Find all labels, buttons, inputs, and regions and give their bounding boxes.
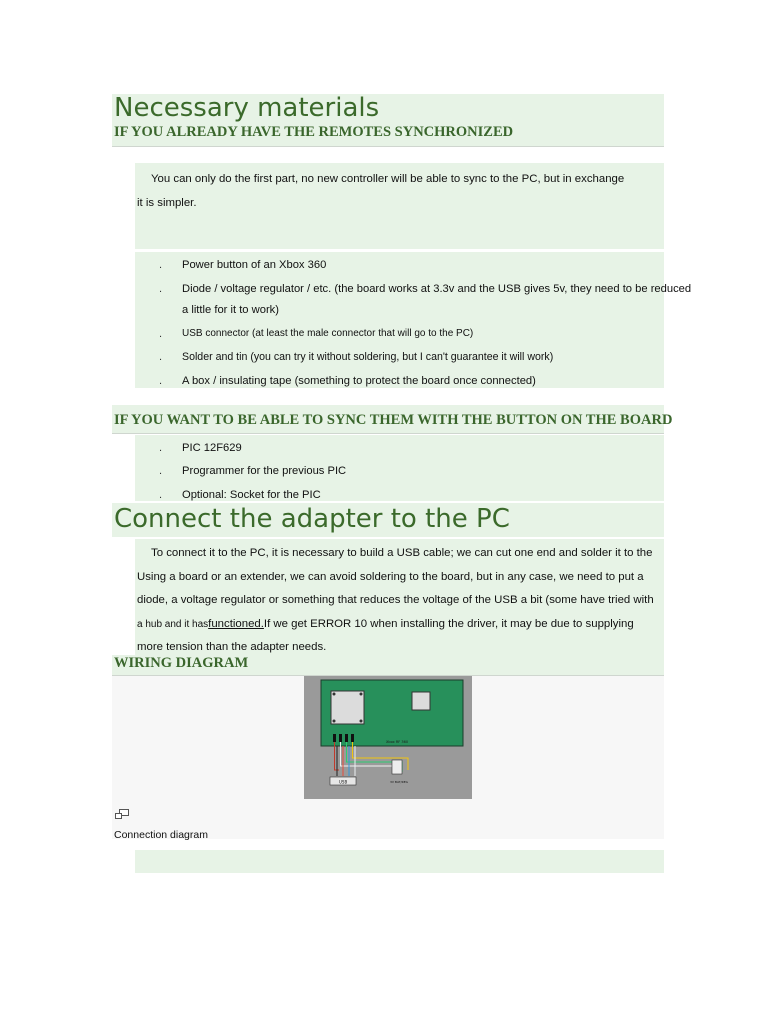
section-title-connect: Connect the adapter to the PC (114, 504, 510, 534)
list-bullet: . (159, 283, 163, 295)
list-item: Diode / voltage regulator / etc. (the board works at 3.3v and the USB gives 5v, they need to be reduced (182, 283, 692, 295)
intro-line: it is simpler. (137, 196, 197, 209)
intro-paragraph (137, 168, 662, 215)
list-bullet: . (159, 465, 163, 477)
list-bullet: . (159, 259, 163, 271)
diagram-board-label: Xbox RF 360 (386, 740, 409, 744)
page-title: Necessary materials (114, 93, 380, 123)
diagram-chip-pin (333, 720, 336, 723)
trailing-block (135, 850, 664, 873)
diagram-chip-pin (360, 720, 363, 723)
functioned-link[interactable]: functioned. (208, 617, 264, 630)
diagram-chip-pin (333, 693, 336, 696)
connect-paragraph (137, 542, 662, 660)
list-item-continuation: a little for it to work) (182, 304, 279, 316)
diagram-capacitor (392, 760, 402, 774)
connect-line-fragment: a hub and it has (137, 618, 209, 630)
connect-line: Using a board or an extender, we can avoid soldering to the board, but in any case, we need to put a (137, 570, 644, 583)
diagram-chip-large (331, 691, 364, 724)
connect-line: To connect it to the PC, it is necessary to build a USB cable; we can cut one end and solder it to the (151, 547, 653, 559)
intro-line: You can only do the first part, no new controller will be able to sync to the PC, but in exchange (151, 173, 625, 185)
list-item: PIC 12F629 (182, 442, 242, 454)
list-item: Power button of an Xbox 360 (182, 259, 327, 271)
heading-divider (112, 433, 664, 434)
list-bullet: . (159, 328, 163, 340)
section-heading-button-sync: IF YOU WANT TO BE ABLE TO SYNC THEM WITH THE BUTTON ON THE BOARD (114, 412, 673, 428)
wiring-diagram-image[interactable] (304, 676, 472, 799)
list-item: A box / insulating tape (something to protect the board once connected) (182, 375, 536, 387)
list-bullet: . (159, 351, 163, 363)
diagram-capacitor-label: 3V BAT/REG (390, 780, 408, 784)
diagram-chip-pin (360, 693, 363, 696)
heading-divider (112, 146, 664, 147)
list-item: Solder and tin (you can try it without soldering, but I can't guarantee it will work) (182, 351, 554, 363)
list-bullet: . (159, 489, 163, 501)
list-item: Programmer for the previous PIC (182, 465, 347, 477)
connect-line: diode, a voltage regulator or something that reduces the voltage of the USB a bit (some have tried with (137, 594, 654, 606)
list-item: USB connector (at least the male connector that will go to the PC) (182, 328, 474, 339)
list-bullet: . (159, 442, 163, 454)
enlarge-icon[interactable] (114, 808, 130, 820)
connect-line (137, 613, 662, 637)
figure-caption: Connection diagram (114, 829, 208, 841)
section-heading-already-synced: IF YOU ALREADY HAVE THE REMOTES SYNCHRONIZED (114, 124, 514, 140)
diagram-usb-label: USB (339, 779, 348, 785)
connect-line: more tension than the adapter needs. (137, 641, 327, 653)
section-heading-wiring: WIRING DIAGRAM (114, 655, 249, 671)
list-item: Optional: Socket for the PIC (182, 489, 321, 501)
list-bullet: . (159, 375, 163, 387)
materials-list-block (135, 252, 664, 388)
diagram-button (412, 692, 430, 710)
connect-line-fragment: If we get ERROR 10 when installing the driver, it may be due to supplying (263, 617, 634, 630)
